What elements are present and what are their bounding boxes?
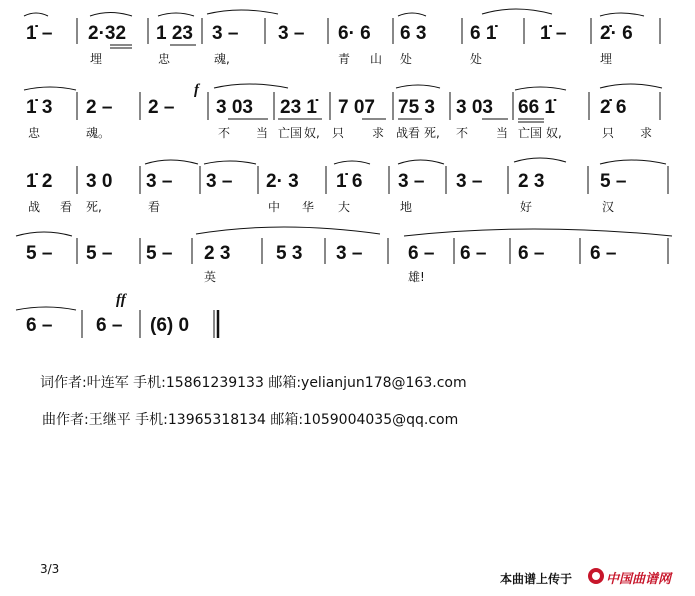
note-group: 6 – — [26, 315, 53, 336]
lyric: 处 — [470, 52, 483, 66]
lyric: 死, — [86, 200, 102, 214]
dynamic-mark: ff — [116, 292, 126, 308]
note-group: 2·32 — [88, 23, 127, 44]
note-group: 5 – — [86, 243, 113, 264]
note-group: 2 – — [148, 97, 175, 118]
lyric: 不 — [218, 126, 231, 140]
note-group: 6 – — [590, 243, 617, 264]
lyric: 亡国 — [278, 126, 303, 140]
lyric: 忠 — [28, 126, 41, 140]
lyric: 汉 — [602, 200, 615, 214]
composer-credit: 曲作者:王继平 手机:13965318134 邮箱:1059004035@qq.com — [42, 412, 459, 428]
note-group: 23 1̇ — [280, 97, 317, 118]
note-group: 3 – — [206, 171, 233, 192]
lyric: 华 — [302, 200, 315, 214]
lyric: 埋 — [90, 52, 103, 66]
note-group: 5 – — [26, 243, 53, 264]
lyric: 大 — [338, 200, 351, 214]
note-group: 6 – — [408, 243, 435, 264]
lyric: 当 — [496, 126, 509, 140]
lyric: 死, — [424, 126, 440, 140]
note-group: 3 – — [336, 243, 363, 264]
site-logo[interactable] — [588, 566, 688, 586]
note-group: 3 – — [212, 23, 239, 44]
note-group: 1̇ 3 — [26, 97, 53, 118]
lyric: 看 — [60, 200, 73, 214]
note-group: 6 – — [518, 243, 545, 264]
page-number: 3/3 — [40, 562, 60, 576]
note-group: 5 – — [146, 243, 173, 264]
lyric: 亡国 — [518, 126, 543, 140]
note-group: 1̇ – — [540, 23, 567, 44]
note-group: 6 – — [460, 243, 487, 264]
note-group: 75 3 — [398, 97, 435, 118]
note-group: 1̇ 6 — [336, 171, 363, 192]
note-group: 3 – — [278, 23, 305, 44]
upload-note: 本曲谱上传于 — [500, 572, 573, 586]
note-group: 2 3 — [204, 243, 231, 264]
note-group: 5 3 — [276, 243, 303, 264]
note-group: (6) 0 — [150, 315, 190, 336]
note-group: 6 1̇ — [470, 23, 497, 44]
note-group: 3 – — [456, 171, 483, 192]
lyric: 中 — [268, 200, 281, 214]
note-group: 2̇ 6 — [600, 97, 627, 118]
lyric: 只 — [602, 126, 615, 140]
lyric: 不 — [456, 126, 469, 140]
note-group: 2 3 — [518, 171, 545, 192]
lyric: 魂。 — [86, 126, 111, 140]
lyric: 当 — [256, 126, 269, 140]
note-group: 6 – — [96, 315, 123, 336]
note-group: 1̇ – — [26, 23, 53, 44]
lyric: 英 — [204, 270, 217, 284]
note-group: 2· 3 — [266, 171, 299, 192]
note-group: 3 – — [146, 171, 173, 192]
note-group: 66 1̇ — [518, 97, 555, 118]
lyric: 奴, — [546, 126, 562, 140]
note-group: 5 – — [600, 171, 627, 192]
note-group: 3 03 — [216, 97, 253, 118]
lyric: 山 — [370, 52, 383, 66]
lyric: 战看 — [396, 126, 421, 140]
lyric: 战 — [28, 200, 41, 214]
note-group: 1̇ 2 — [26, 171, 53, 192]
lyric: 求 — [372, 126, 385, 140]
lyric: 魂, — [214, 52, 230, 66]
dynamic-mark: f — [194, 82, 199, 98]
note-group: 2 – — [86, 97, 113, 118]
note-group: 7 07 — [338, 97, 375, 118]
note-group: 2̇· 6 — [600, 23, 633, 44]
lyric: 忠 — [158, 52, 171, 66]
lyric: 看 — [148, 200, 161, 214]
site-logo-text: 中国曲谱网 — [606, 572, 672, 587]
lyric: 处 — [400, 52, 413, 66]
lyric: 埋 — [600, 52, 613, 66]
lyric: 青 — [338, 52, 351, 66]
note-group: 6· 6 — [338, 23, 371, 44]
note-group: 3 – — [398, 171, 425, 192]
lyric: 地 — [400, 200, 413, 214]
lyricist-credit: 词作者:叶连军 手机:15861239133 邮箱:yelianjun178@163.com — [40, 375, 467, 391]
lyric: 求 — [640, 126, 653, 140]
note-group: 1 23 — [156, 23, 193, 44]
site-logo-icon — [588, 568, 604, 584]
note-group: 3 03 — [456, 97, 493, 118]
note-group: 6 3 — [400, 23, 427, 44]
lyric: 奴, — [304, 126, 320, 140]
lyric: 好 — [520, 200, 533, 214]
lyric: 只 — [332, 126, 345, 140]
note-group: 3 0 — [86, 171, 113, 192]
lyric: 雄! — [408, 270, 425, 284]
